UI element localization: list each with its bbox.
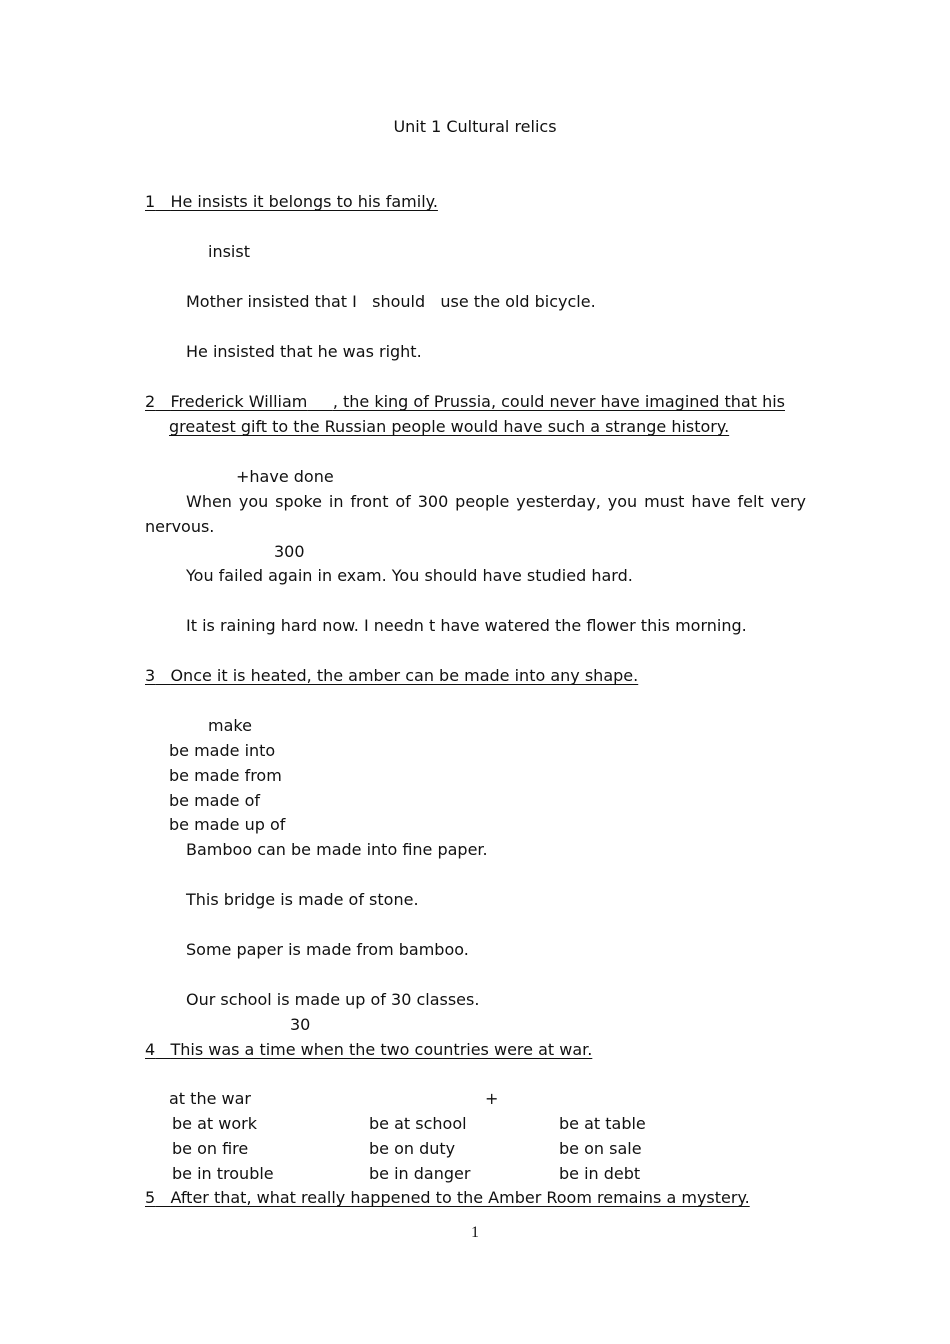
example-sentence: Bamboo can be made into fine paper.: [186, 840, 488, 859]
example-sentence: Some paper is made from bamboo.: [186, 940, 469, 959]
example-sentence: It is raining hard now. I needn t have watered the flower this morning.: [186, 616, 747, 635]
phrase-at-the-war: at the war: [169, 1089, 251, 1108]
item-4-heading: 4 This was a time when the two countries were at war.: [145, 1040, 593, 1059]
phrase: be made from: [169, 766, 282, 785]
item-1-heading: 1 He insists it belongs to his family.: [145, 192, 438, 211]
phrase-grid-cell: be at school: [369, 1114, 467, 1133]
plus-sign: +: [485, 1089, 499, 1108]
example-sentence-cont: nervous.: [145, 517, 215, 536]
phrase-grid-cell: be in debt: [559, 1164, 641, 1183]
example-sentence: Our school is made up of 30 classes.: [186, 990, 480, 1009]
phrase-grid-cell: be at work: [172, 1114, 257, 1133]
keyword-make: make: [208, 716, 252, 735]
number-300: 300: [274, 542, 305, 561]
phrase-grid-cell: be on duty: [369, 1139, 456, 1158]
phrase-grid-cell: be in danger: [369, 1164, 471, 1183]
number-30: 30: [290, 1015, 311, 1034]
example-sentence: This bridge is made of stone.: [186, 890, 419, 909]
phrase: be made of: [169, 791, 260, 810]
example-sentence: He insisted that he was right.: [186, 342, 422, 361]
keyword-insist: insist: [208, 242, 250, 261]
phrase-grid-cell: be in trouble: [172, 1164, 274, 1183]
phrase-grid-cell: be on sale: [559, 1139, 642, 1158]
phrase: be made into: [169, 741, 276, 760]
example-sentence: You failed again in exam. You should have studied hard.: [186, 566, 633, 585]
example-sentence: Mother insisted that I should use the old bicycle.: [186, 292, 596, 311]
item-5-heading: 5 After that, what really happened to the Amber Room remains a mystery.: [145, 1188, 750, 1207]
page-number: 1: [471, 1224, 479, 1241]
item-2-heading-cont: greatest gift to the Russian people would have such a strange history.: [169, 417, 730, 436]
phrase-grid-cell: be on fire: [172, 1139, 249, 1158]
item-3-heading: 3 Once it is heated, the amber can be made into any shape.: [145, 666, 639, 685]
phrase: be made up of: [169, 815, 286, 834]
item-2-heading: 2 Frederick William , the king of Prussia, could never have imagined that his: [145, 392, 785, 411]
phrase-grid-cell: be at table: [559, 1114, 646, 1133]
structure-have-done: +have done: [236, 467, 334, 486]
example-sentence: When you spoke in front of 300 people yesterday, you must have felt very: [186, 492, 806, 511]
page-title: Unit 1 Cultural relics: [393, 117, 557, 136]
